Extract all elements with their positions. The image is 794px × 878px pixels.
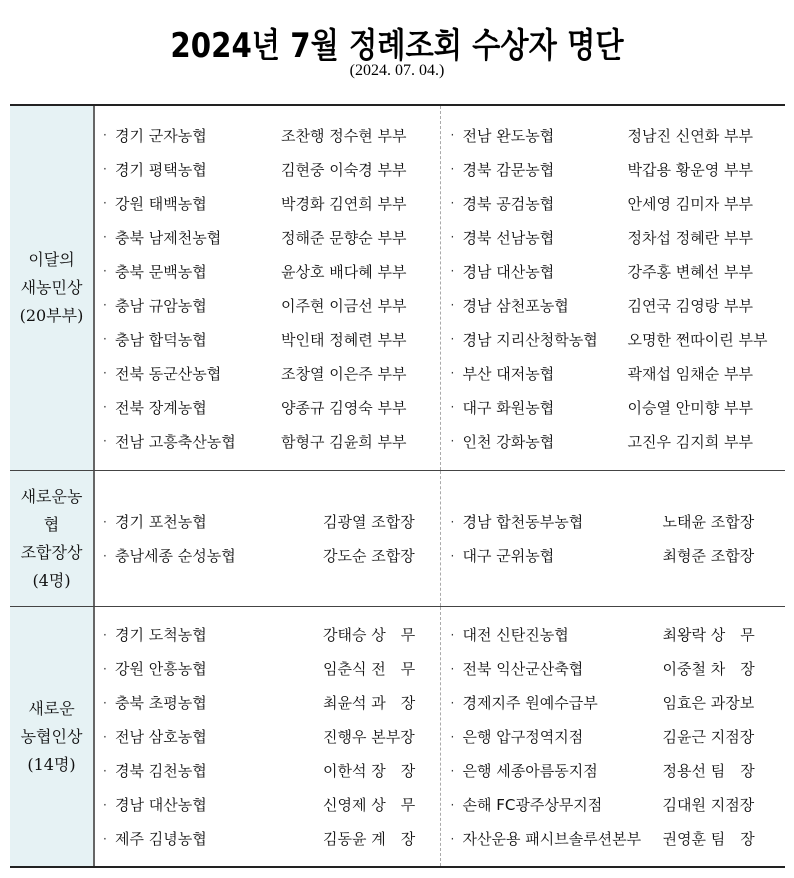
awardee-column-left xyxy=(95,607,441,866)
bullet: · xyxy=(103,128,107,142)
person-name: 윤상호 배다혜 부부 xyxy=(281,262,407,281)
org-name: 경남 지리산청학농협 xyxy=(462,330,598,349)
section-new-farmer-award xyxy=(10,106,785,470)
person-name: 강주홍 변혜선 부부 xyxy=(627,262,753,281)
person-name: 박갑용 황운영 부부 xyxy=(627,160,753,179)
bullet: · xyxy=(450,763,455,778)
bullet: · xyxy=(450,434,455,448)
person-name: 노태윤 조합장 xyxy=(662,513,755,531)
person-name: 이한석 장 장 xyxy=(323,762,416,780)
person-name: 이승열 안미향 부부 xyxy=(627,398,753,417)
bullet: · xyxy=(450,831,455,846)
org-name: 경기 평택농협 xyxy=(115,160,207,179)
list-item xyxy=(441,220,786,254)
bullet: · xyxy=(450,548,455,563)
org-name: 전북 장계농협 xyxy=(115,398,207,417)
org-name: 전북 동군산농협 xyxy=(115,364,222,383)
bullet: · xyxy=(450,514,455,529)
list-item xyxy=(95,220,440,254)
list-item xyxy=(441,186,786,220)
org-name: 자산운용 패시브솔루션본부 xyxy=(462,830,642,848)
person-name: 정차섭 정혜란 부부 xyxy=(627,228,753,247)
bullet: · xyxy=(103,332,107,346)
category-cell xyxy=(10,607,95,866)
bullet: · xyxy=(450,729,455,744)
org-name: 손해 FC광주상무지점 xyxy=(462,796,603,814)
org-name: 경기 도척농협 xyxy=(115,626,207,644)
person-name: 최윤석 과 장 xyxy=(323,694,416,712)
org-name: 경남 대산농협 xyxy=(462,262,555,281)
category-label: 새로운 xyxy=(28,698,75,718)
category-count: (14명) xyxy=(27,754,76,774)
person-name: 김현중 이숙경 부부 xyxy=(281,160,407,179)
org-name: 경북 선남농협 xyxy=(462,228,555,247)
person-name: 양종규 김영숙 부부 xyxy=(281,398,407,417)
list-item xyxy=(441,754,786,788)
awardee-column-left xyxy=(95,106,441,470)
person-name: 고진우 김지희 부부 xyxy=(627,432,753,451)
awardee-table xyxy=(10,104,785,868)
category-count: (4명) xyxy=(32,570,71,590)
person-name: 박경화 김연희 부부 xyxy=(281,194,407,213)
org-name: 대구 군위농협 xyxy=(462,547,555,565)
person-name: 조찬행 정수현 부부 xyxy=(281,126,407,145)
person-name: 최형준 조합장 xyxy=(662,547,755,565)
list-item xyxy=(441,118,786,152)
category-label: 새농민상 xyxy=(20,278,83,297)
person-name: 임춘식 전 무 xyxy=(323,660,416,678)
list-item xyxy=(95,186,440,220)
bullet: · xyxy=(103,514,107,529)
category-cell xyxy=(10,106,95,470)
awardee-column-left xyxy=(95,471,441,606)
org-name: 대구 화원농협 xyxy=(462,398,555,417)
bullet: · xyxy=(450,230,455,244)
org-name: 전남 고흥축산농협 xyxy=(115,432,236,451)
list-item xyxy=(95,618,440,652)
org-name: 대전 신탄진농협 xyxy=(462,626,569,644)
list-item xyxy=(441,424,786,458)
list-item xyxy=(95,118,440,152)
person-name: 정해준 문향순 부부 xyxy=(281,228,407,247)
person-name: 정용선 팀 장 xyxy=(662,762,755,780)
bullet: · xyxy=(103,831,107,846)
person-name: 곽재섭 임채순 부부 xyxy=(627,364,753,383)
list-item xyxy=(441,322,786,356)
person-name: 오명한 쩐따이린 부부 xyxy=(627,330,768,349)
org-name: 충북 남제천농협 xyxy=(115,228,222,247)
category-cell xyxy=(10,471,95,606)
person-name: 함형구 김윤희 부부 xyxy=(281,432,407,451)
list-item xyxy=(95,652,440,686)
person-name: 김대원 지점장 xyxy=(662,796,755,814)
bullet: · xyxy=(103,434,107,448)
bullet: · xyxy=(450,797,455,812)
category-label: 협 xyxy=(43,514,60,534)
bullet: · xyxy=(103,366,107,380)
org-name: 전북 익산군산축협 xyxy=(462,660,584,678)
bullet: · xyxy=(450,400,455,414)
list-item xyxy=(95,754,440,788)
category-label: 농협인상 xyxy=(20,726,83,746)
list-item xyxy=(441,720,786,754)
org-name: 전남 완도농협 xyxy=(462,126,555,145)
bullet: · xyxy=(103,729,107,744)
org-name: 경남 합천동부농협 xyxy=(462,513,584,531)
org-name: 인천 강화농협 xyxy=(462,432,555,451)
bullet: · xyxy=(450,695,455,710)
person-name: 김윤근 지점장 xyxy=(662,728,755,746)
org-name: 전남 삼호농협 xyxy=(115,728,207,746)
bullet: · xyxy=(450,162,455,176)
category-label: 새로운농 xyxy=(20,486,83,506)
person-name: 강도순 조합장 xyxy=(323,547,415,565)
person-name: 김연국 김영랑 부부 xyxy=(627,296,753,315)
list-item xyxy=(95,152,440,186)
bullet: · xyxy=(450,332,455,346)
person-name: 이중철 차 장 xyxy=(662,660,755,678)
list-item xyxy=(441,152,786,186)
bullet: · xyxy=(450,128,455,142)
org-name: 충북 초평농협 xyxy=(115,694,207,712)
list-item xyxy=(441,390,786,424)
bullet: · xyxy=(103,797,107,812)
bullet: · xyxy=(103,298,107,312)
page-title: 2024년 7월 정례조회 수상자 명단 xyxy=(170,26,624,66)
bullet: · xyxy=(450,661,455,676)
person-name: 안세영 김미자 부부 xyxy=(627,194,753,213)
list-item xyxy=(441,652,786,686)
list-item xyxy=(441,254,786,288)
bullet: · xyxy=(450,298,455,312)
bullet: · xyxy=(450,196,455,210)
org-name: 경남 삼천포농협 xyxy=(462,296,569,315)
list-item xyxy=(95,322,440,356)
awardee-column-right xyxy=(441,471,786,606)
section-new-cooperative-president-award xyxy=(10,470,785,606)
list-item xyxy=(95,686,440,720)
list-item xyxy=(95,424,440,458)
bullet: · xyxy=(450,366,455,380)
bullet: · xyxy=(103,695,107,710)
list-item xyxy=(95,788,440,822)
org-name: 충남 합덕농협 xyxy=(115,330,207,349)
person-name: 조창열 이은주 부부 xyxy=(281,364,407,383)
person-name: 최왕락 상 무 xyxy=(662,626,755,644)
bullet: · xyxy=(103,627,107,642)
person-name: 김광열 조합장 xyxy=(323,513,415,531)
person-name: 권영훈 팀 장 xyxy=(662,830,755,848)
bullet: · xyxy=(103,400,107,414)
org-name: 경남 대산농협 xyxy=(115,796,207,814)
person-name: 정남진 신연화 부부 xyxy=(627,126,753,145)
list-item xyxy=(95,288,440,322)
date-label: (2024. 07. 04.) xyxy=(349,62,445,79)
list-item xyxy=(441,618,786,652)
bullet: · xyxy=(450,264,455,278)
org-name: 충남 규암농협 xyxy=(115,296,207,315)
org-name: 은행 세종아름동지점 xyxy=(462,762,598,780)
list-item xyxy=(95,720,440,754)
org-name: 부산 대저농협 xyxy=(462,364,555,383)
bullet: · xyxy=(103,661,107,676)
bullet: · xyxy=(103,162,107,176)
list-item xyxy=(95,539,440,573)
org-name: 강원 안흥농협 xyxy=(115,660,207,678)
org-name: 경북 감문농협 xyxy=(462,160,555,179)
person-name: 신영제 상 무 xyxy=(323,796,416,814)
org-name: 강원 태백농협 xyxy=(115,194,207,213)
awardee-column-right xyxy=(441,106,786,470)
list-item xyxy=(441,356,786,390)
bullet: · xyxy=(103,264,107,278)
list-item xyxy=(441,822,786,856)
awardee-column-right xyxy=(441,607,786,866)
list-item xyxy=(441,788,786,822)
org-name: 경기 군자농협 xyxy=(115,126,207,145)
person-name: 강태승 상 무 xyxy=(323,626,416,644)
list-item xyxy=(441,505,786,539)
org-name: 경북 공검농협 xyxy=(462,194,555,213)
section-new-cooperative-member-award xyxy=(10,606,785,866)
bullet: · xyxy=(450,627,455,642)
person-name: 이주현 이금선 부부 xyxy=(281,296,407,315)
list-item xyxy=(441,288,786,322)
list-item xyxy=(441,539,786,573)
list-item xyxy=(95,505,440,539)
org-name: 충북 문백농협 xyxy=(115,262,207,281)
person-name: 박인태 정혜련 부부 xyxy=(281,330,407,349)
org-name: 경기 포천농협 xyxy=(115,513,207,531)
list-item xyxy=(95,822,440,856)
category-label: 조합장상 xyxy=(20,542,83,562)
org-name: 경북 김천농협 xyxy=(115,762,207,780)
person-name: 진행우 본부장 xyxy=(323,728,415,746)
org-name: 충남세종 순성농협 xyxy=(115,547,236,565)
bullet: · xyxy=(103,230,107,244)
person-name: 임효은 과장보 xyxy=(662,694,755,712)
org-name: 제주 김녕농협 xyxy=(115,830,207,848)
category-label: 이달의 xyxy=(28,250,75,269)
person-name: 김동윤 계 장 xyxy=(323,830,416,848)
list-item xyxy=(441,686,786,720)
org-name: 경제지주 원예수급부 xyxy=(462,694,598,712)
bullet: · xyxy=(103,196,107,210)
org-name: 은행 압구정역지점 xyxy=(462,728,584,746)
list-item xyxy=(95,356,440,390)
list-item xyxy=(95,390,440,424)
list-item xyxy=(95,254,440,288)
bullet: · xyxy=(103,763,107,778)
category-count: (20부부) xyxy=(19,306,84,325)
bullet: · xyxy=(103,548,107,563)
